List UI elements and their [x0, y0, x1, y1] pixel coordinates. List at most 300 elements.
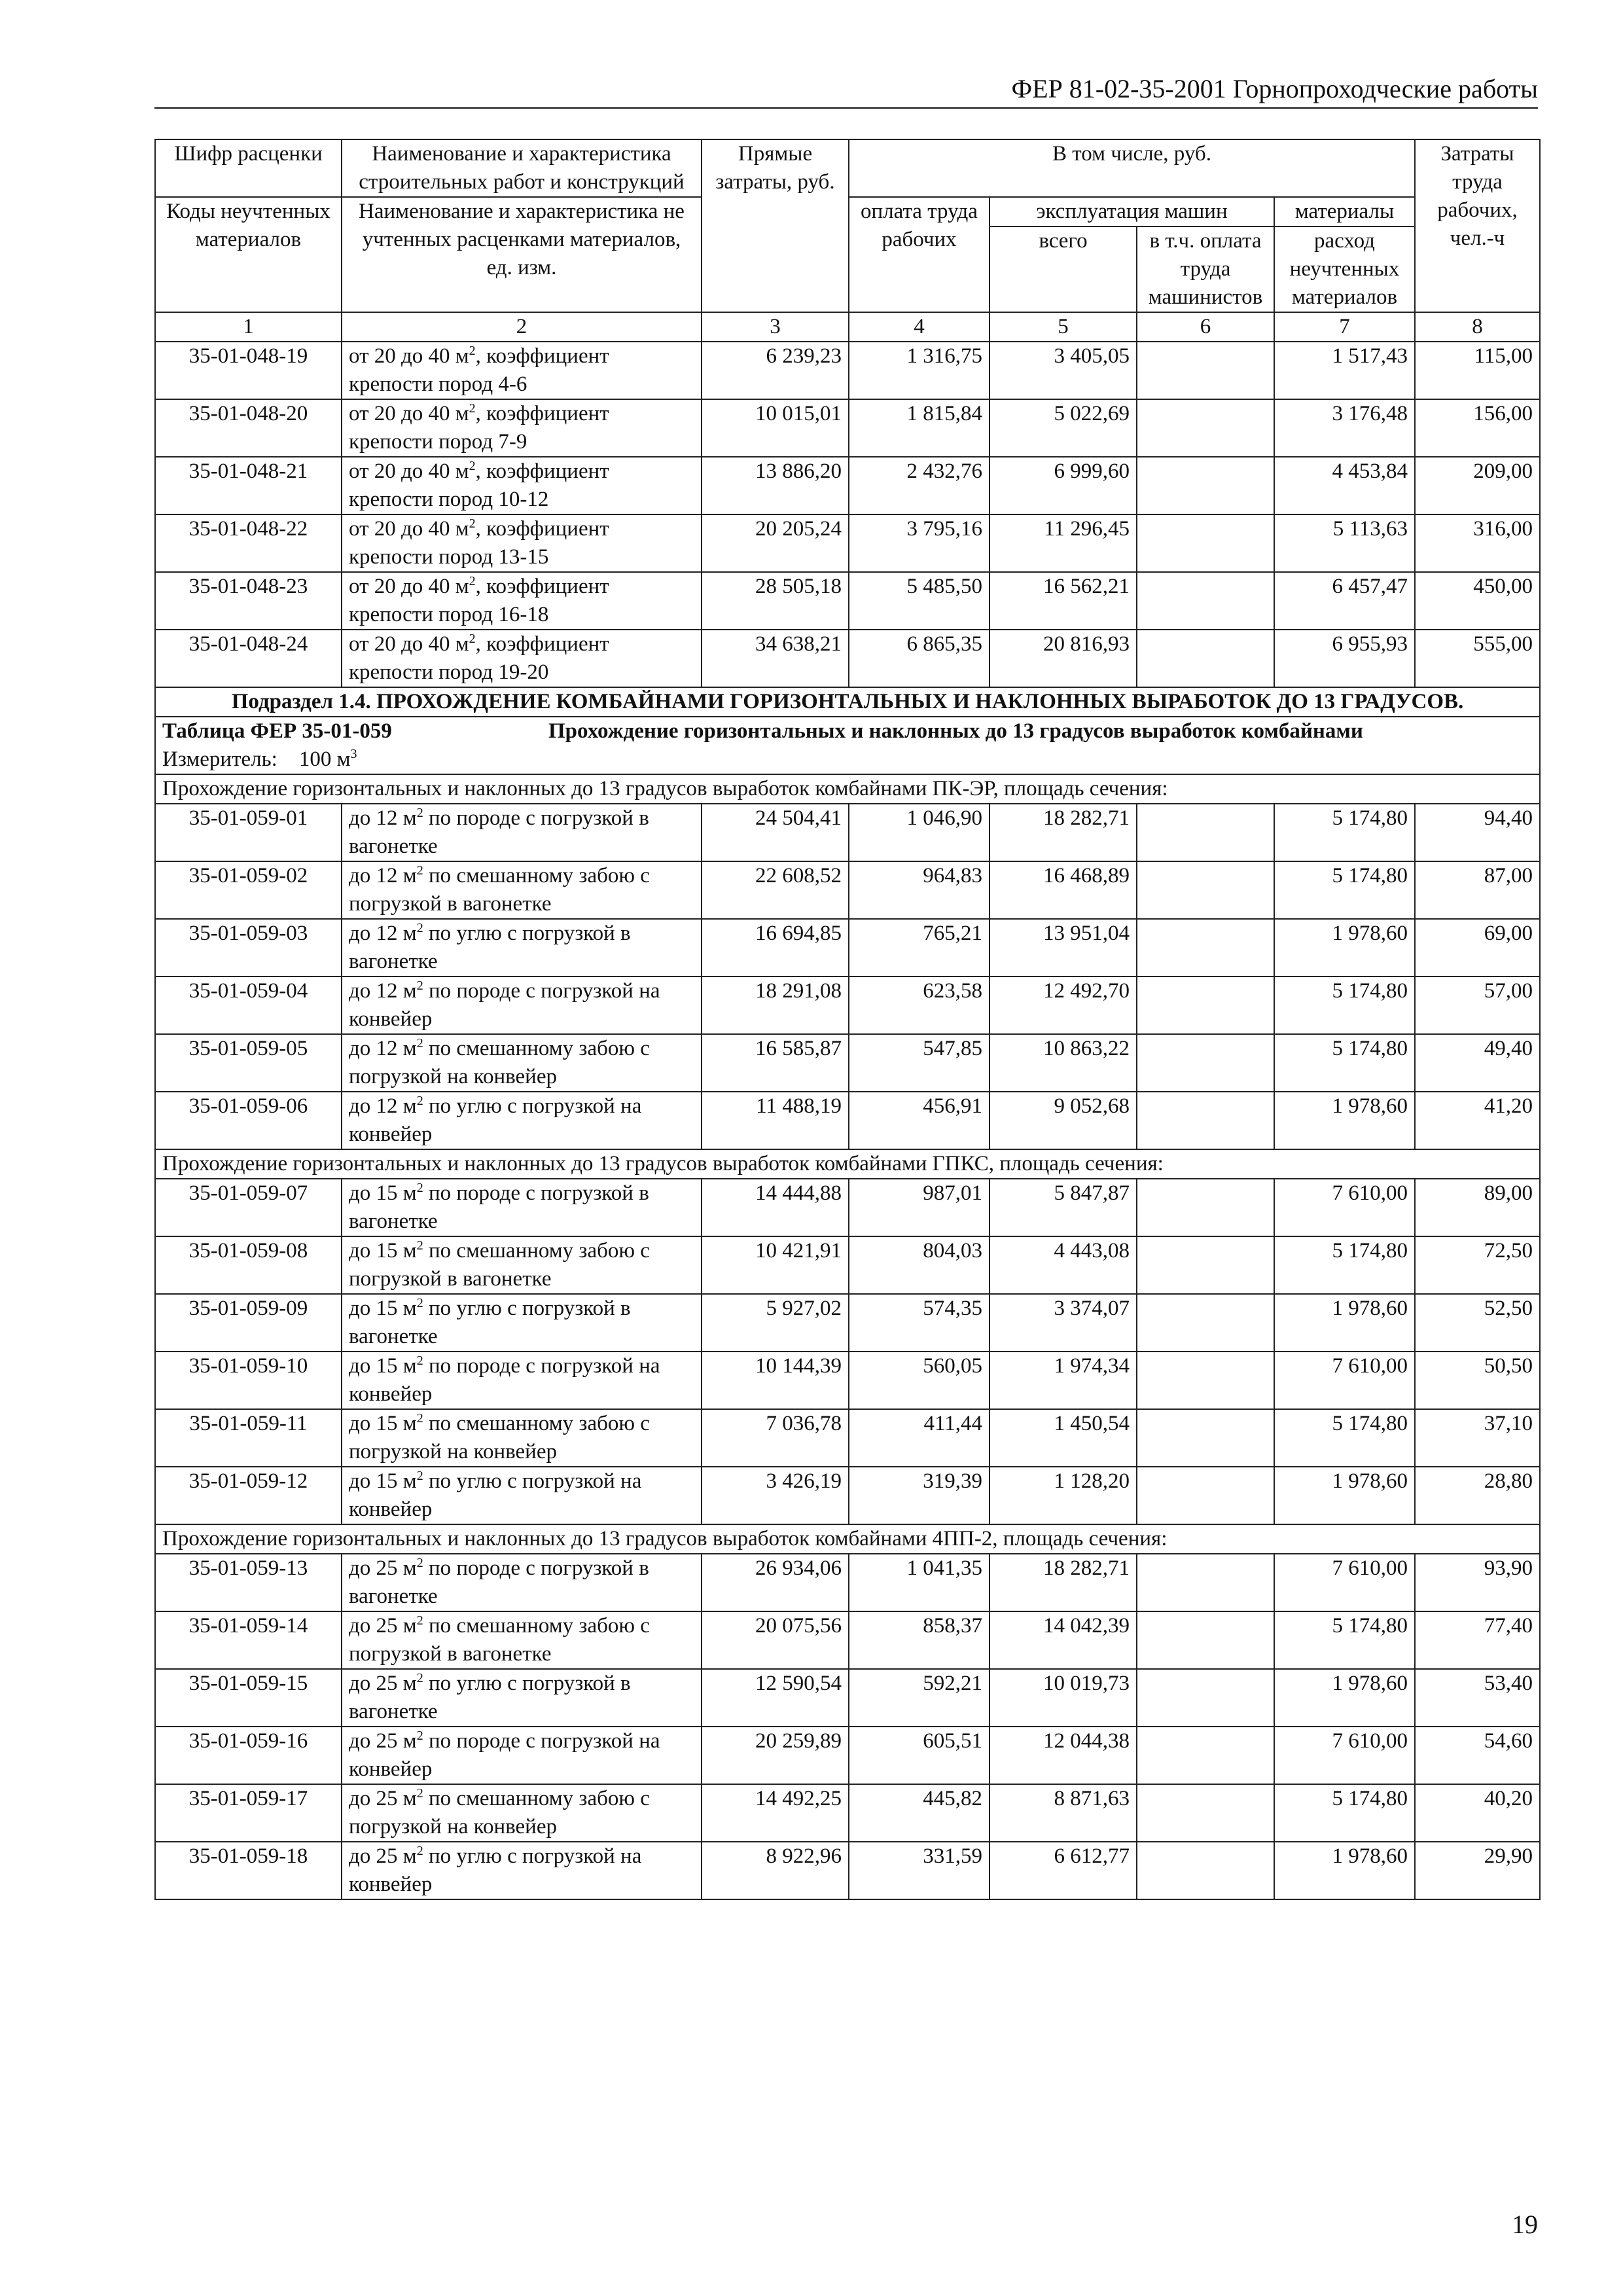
description-text: до 25 м [349, 1614, 417, 1638]
material-consumption: 1 978,60 [1274, 1669, 1415, 1727]
labor-hours: 41,20 [1415, 1092, 1540, 1149]
header-row [155, 139, 1540, 197]
direct-costs: 14 492,25 [702, 1784, 849, 1842]
rates-table [154, 139, 1541, 1900]
description-text: до 25 м [349, 1729, 417, 1753]
machine-total: 11 296,45 [990, 514, 1137, 572]
description-text: от 20 до 40 м [349, 575, 469, 598]
description-text: , коэффициент крепости пород 16-18 [349, 575, 609, 626]
description-text: по породе с погрузкой на конвейер [349, 979, 660, 1031]
labor-hours: 89,00 [1415, 1179, 1540, 1236]
unit-exponent: 2 [469, 574, 476, 588]
direct-costs: 3 426,19 [702, 1467, 849, 1524]
unit-exponent: 2 [416, 1469, 423, 1483]
work-description [342, 1294, 702, 1352]
machinist-pay [1137, 1611, 1274, 1669]
work-description [342, 1554, 702, 1611]
material-consumption: 5 174,80 [1274, 1034, 1415, 1092]
worker-pay: 1 815,84 [849, 399, 990, 457]
labor-hours: 450,00 [1415, 572, 1540, 630]
table-row [155, 342, 1540, 399]
group-row [155, 1149, 1540, 1179]
rate-code: 35-01-048-22 [155, 514, 342, 572]
material-consumption: 7 610,00 [1274, 1727, 1415, 1784]
labor-hours: 115,00 [1415, 342, 1540, 399]
labor-hours: 72,50 [1415, 1236, 1540, 1294]
th-machine-total: всего [990, 226, 1137, 312]
machinist-pay [1137, 1669, 1274, 1727]
direct-costs: 11 488,19 [702, 1092, 849, 1149]
description-text: , коэффициент крепости пород 13-15 [349, 517, 609, 569]
table-row [155, 1611, 1540, 1669]
unit-exponent: 2 [416, 1036, 423, 1050]
group-title: Прохождение горизонтальных и наклонных до 13 градусов выработок комбайнами ГПКС, площадь сечения: [155, 1149, 1540, 1179]
table-title-row [155, 717, 1540, 745]
material-consumption: 7 610,00 [1274, 1352, 1415, 1409]
machinist-pay [1137, 977, 1274, 1034]
machine-total: 5 022,69 [990, 399, 1137, 457]
material-consumption: 3 176,48 [1274, 399, 1415, 457]
worker-pay: 5 485,50 [849, 572, 990, 630]
material-consumption: 1 517,43 [1274, 342, 1415, 399]
worker-pay: 987,01 [849, 1179, 990, 1236]
th-worker-pay: оплата труда рабочих [849, 197, 990, 312]
direct-costs: 10 015,01 [702, 399, 849, 457]
description-text: от 20 до 40 м [349, 632, 469, 656]
table-row [155, 919, 1540, 977]
th-direct-costs: Прямые затраты, руб. [702, 139, 849, 312]
column-number: 7 [1274, 312, 1415, 342]
machinist-pay [1137, 457, 1274, 514]
worker-pay: 605,51 [849, 1727, 990, 1784]
worker-pay: 858,37 [849, 1611, 990, 1669]
labor-hours: 49,40 [1415, 1034, 1540, 1092]
worker-pay: 623,58 [849, 977, 990, 1034]
work-description [342, 630, 702, 687]
work-description [342, 399, 702, 457]
labor-hours: 40,20 [1415, 1784, 1540, 1842]
unit-exponent: 2 [469, 632, 476, 646]
description-text: по углю с погрузкой в вагонетке [349, 1297, 631, 1348]
material-consumption: 1 978,60 [1274, 1092, 1415, 1149]
unit-exponent: 2 [469, 344, 476, 358]
machine-total: 4 443,08 [990, 1236, 1137, 1294]
table-row [155, 630, 1540, 687]
column-number: 3 [702, 312, 849, 342]
machinist-pay [1137, 1409, 1274, 1467]
machine-total: 1 974,34 [990, 1352, 1137, 1409]
machine-total: 20 816,93 [990, 630, 1137, 687]
unit-exponent: 2 [416, 1181, 423, 1195]
unit-exponent: 2 [416, 1671, 423, 1685]
machine-total: 8 871,63 [990, 1784, 1137, 1842]
unit-exponent: 2 [469, 459, 476, 473]
material-consumption: 6 457,47 [1274, 572, 1415, 630]
description-text: до 25 м [349, 1556, 417, 1580]
unit-exponent: 2 [469, 516, 476, 531]
work-description [342, 1669, 702, 1727]
direct-costs: 6 239,23 [702, 342, 849, 399]
description-text: по смешанному забою с погрузкой на конвейер [349, 1787, 650, 1839]
labor-hours: 53,40 [1415, 1669, 1540, 1727]
direct-costs: 8 922,96 [702, 1842, 849, 1899]
rate-code: 35-01-059-16 [155, 1727, 342, 1784]
table-row [155, 1352, 1540, 1409]
machinist-pay [1137, 1034, 1274, 1092]
labor-hours: 54,60 [1415, 1727, 1540, 1784]
direct-costs: 24 504,41 [702, 804, 849, 861]
machine-total: 12 044,38 [990, 1727, 1137, 1784]
material-consumption: 5 174,80 [1274, 1409, 1415, 1467]
rate-code: 35-01-048-20 [155, 399, 342, 457]
worker-pay: 547,85 [849, 1034, 990, 1092]
machinist-pay [1137, 630, 1274, 687]
table-name: Прохождение горизонтальных и наклонных до 13 градусов выработок комбайнами [548, 719, 1363, 743]
work-description [342, 1842, 702, 1899]
measure-label: Измеритель: [162, 747, 277, 771]
description-text: от 20 до 40 м [349, 402, 469, 425]
machine-total: 18 282,71 [990, 804, 1137, 861]
unit-exponent: 2 [416, 1354, 423, 1368]
machinist-pay [1137, 1727, 1274, 1784]
machine-total: 6 612,77 [990, 1842, 1137, 1899]
labor-hours: 37,10 [1415, 1409, 1540, 1467]
description-text: по смешанному забою с погрузкой на конвейер [349, 1037, 650, 1088]
material-consumption: 5 174,80 [1274, 1611, 1415, 1669]
unit-exponent: 2 [416, 1786, 423, 1801]
header-divider [154, 107, 1538, 109]
labor-hours: 93,90 [1415, 1554, 1540, 1611]
description-text: по смешанному забою с погрузкой в вагонетке [349, 1239, 650, 1291]
worker-pay: 560,05 [849, 1352, 990, 1409]
table-row [155, 1467, 1540, 1524]
document-header-title: ФЕР 81-02-35-2001 Горнопроходческие работы [1011, 74, 1538, 103]
labor-hours: 77,40 [1415, 1611, 1540, 1669]
work-description [342, 1467, 702, 1524]
description-text: до 12 м [349, 806, 417, 830]
work-description [342, 919, 702, 977]
worker-pay: 6 865,35 [849, 630, 990, 687]
machine-total: 16 562,21 [990, 572, 1137, 630]
direct-costs: 14 444,88 [702, 1179, 849, 1236]
description-text: по углю с погрузкой на конвейер [349, 1469, 642, 1521]
th-labor-hours: Затраты труда рабочих, чел.-ч [1415, 139, 1540, 312]
direct-costs: 20 205,24 [702, 514, 849, 572]
work-description [342, 1611, 702, 1669]
th-machinist-pay: в т.ч. оплата труда машинистов [1137, 226, 1274, 312]
machinist-pay [1137, 804, 1274, 861]
material-consumption: 6 955,93 [1274, 630, 1415, 687]
worker-pay: 456,91 [849, 1092, 990, 1149]
th-machine-operation: эксплуатация машин [990, 197, 1274, 226]
machine-total: 9 052,68 [990, 1092, 1137, 1149]
worker-pay: 3 795,16 [849, 514, 990, 572]
rate-code: 35-01-059-11 [155, 1409, 342, 1467]
worker-pay: 1 041,35 [849, 1554, 990, 1611]
rate-code: 35-01-059-07 [155, 1179, 342, 1236]
table-row [155, 1409, 1540, 1467]
machinist-pay [1137, 1179, 1274, 1236]
description-text: до 15 м [349, 1297, 417, 1320]
table-row [155, 457, 1540, 514]
description-text: до 12 м [349, 1094, 417, 1118]
description-text: до 15 м [349, 1469, 417, 1493]
group-title: Прохождение горизонтальных и наклонных до 13 градусов выработок комбайнами 4ПП-2, площадь сечения: [155, 1524, 1540, 1554]
table-row [155, 1842, 1540, 1899]
machinist-pay [1137, 861, 1274, 919]
material-consumption: 5 113,63 [1274, 514, 1415, 572]
description-text: по углю с погрузкой в вагонетке [349, 1672, 631, 1723]
work-description [342, 1236, 702, 1294]
rate-code: 35-01-059-02 [155, 861, 342, 919]
machinist-pay [1137, 919, 1274, 977]
direct-costs: 28 505,18 [702, 572, 849, 630]
machinist-pay [1137, 1784, 1274, 1842]
labor-hours: 555,00 [1415, 630, 1540, 687]
description-text: от 20 до 40 м [349, 517, 469, 541]
direct-costs: 16 694,85 [702, 919, 849, 977]
description-text: до 15 м [349, 1412, 417, 1435]
description-text: до 25 м [349, 1844, 417, 1868]
description-text: до 25 м [349, 1672, 417, 1695]
unit-exponent: 2 [416, 1556, 423, 1570]
direct-costs: 26 934,06 [702, 1554, 849, 1611]
worker-pay: 319,39 [849, 1467, 990, 1524]
description-text: , коэффициент крепости пород 4-6 [349, 344, 609, 396]
th-including: В том числе, руб. [849, 139, 1415, 197]
work-description [342, 342, 702, 399]
rate-code: 35-01-059-18 [155, 1842, 342, 1899]
labor-hours: 29,90 [1415, 1842, 1540, 1899]
subsection-row [155, 687, 1540, 717]
table-row [155, 1092, 1540, 1149]
machinist-pay [1137, 1092, 1274, 1149]
direct-costs: 12 590,54 [702, 1669, 849, 1727]
description-text: по углю с погрузкой на конвейер [349, 1844, 642, 1896]
direct-costs: 10 144,39 [702, 1352, 849, 1409]
unit-exponent: 2 [416, 1094, 423, 1108]
direct-costs: 5 927,02 [702, 1294, 849, 1352]
material-consumption: 5 174,80 [1274, 977, 1415, 1034]
unit-exponent: 3 [350, 747, 357, 761]
column-number: 8 [1415, 312, 1540, 342]
description-text: от 20 до 40 м [349, 344, 469, 368]
description-text: , коэффициент крепости пород 19-20 [349, 632, 609, 684]
worker-pay: 2 432,76 [849, 457, 990, 514]
labor-hours: 87,00 [1415, 861, 1540, 919]
rate-code: 35-01-059-12 [155, 1467, 342, 1524]
material-consumption: 1 978,60 [1274, 1842, 1415, 1899]
rate-code: 35-01-059-09 [155, 1294, 342, 1352]
description-text: до 12 м [349, 864, 417, 888]
table-row [155, 1727, 1540, 1784]
unit-exponent: 2 [416, 1613, 423, 1628]
table-row [155, 1554, 1540, 1611]
rate-code: 35-01-059-15 [155, 1669, 342, 1727]
machine-total: 5 847,87 [990, 1179, 1137, 1236]
unit-exponent: 2 [416, 1729, 423, 1743]
unit-exponent: 2 [416, 978, 423, 993]
material-consumption: 1 978,60 [1274, 1467, 1415, 1524]
table-row [155, 399, 1540, 457]
worker-pay: 1 316,75 [849, 342, 990, 399]
description-text: по смешанному забою с погрузкой на конвейер [349, 1412, 650, 1463]
machine-total: 10 019,73 [990, 1669, 1137, 1727]
unit-exponent: 2 [416, 1296, 423, 1310]
machine-total: 3 374,07 [990, 1294, 1137, 1352]
work-description [342, 804, 702, 861]
rate-code: 35-01-059-14 [155, 1611, 342, 1669]
material-consumption: 7 610,00 [1274, 1179, 1415, 1236]
rate-code: 35-01-059-13 [155, 1554, 342, 1611]
rate-code: 35-01-059-06 [155, 1092, 342, 1149]
description-text: до 25 м [349, 1787, 417, 1810]
description-text: по углю с погрузкой в вагонетке [349, 922, 631, 973]
description-text: по породе с погрузкой на конвейер [349, 1354, 660, 1406]
work-description [342, 572, 702, 630]
rate-code: 35-01-059-05 [155, 1034, 342, 1092]
description-text: от 20 до 40 м [349, 459, 469, 483]
th-work-name: Наименование и характеристика строительных работ и конструкций [342, 139, 702, 197]
machine-total: 13 951,04 [990, 919, 1137, 977]
worker-pay: 331,59 [849, 1842, 990, 1899]
unit-exponent: 2 [416, 921, 423, 935]
material-consumption: 5 174,80 [1274, 804, 1415, 861]
direct-costs: 34 638,21 [702, 630, 849, 687]
direct-costs: 20 259,89 [702, 1727, 849, 1784]
labor-hours: 69,00 [1415, 919, 1540, 977]
labor-hours: 156,00 [1415, 399, 1540, 457]
th-material-codes: Коды неучтенных материалов [155, 197, 342, 312]
worker-pay: 445,82 [849, 1784, 990, 1842]
th-material-name: Наименование и характеристика не учтенных расценками материалов, ед. изм. [342, 197, 702, 312]
labor-hours: 52,50 [1415, 1294, 1540, 1352]
group-row [155, 774, 1540, 804]
machinist-pay [1137, 572, 1274, 630]
unit-exponent: 2 [469, 401, 476, 416]
description-text: по смешанному забою с погрузкой в вагонетке [349, 864, 650, 916]
machinist-pay [1137, 399, 1274, 457]
unit-exponent: 2 [416, 1238, 423, 1253]
direct-costs: 16 585,87 [702, 1034, 849, 1092]
group-row [155, 1524, 1540, 1554]
machine-total: 12 492,70 [990, 977, 1137, 1034]
labor-hours: 209,00 [1415, 457, 1540, 514]
machine-total: 1 450,54 [990, 1409, 1137, 1467]
work-description [342, 1784, 702, 1842]
table-row [155, 977, 1540, 1034]
worker-pay: 411,44 [849, 1409, 990, 1467]
machine-total: 14 042,39 [990, 1611, 1137, 1669]
labor-hours: 57,00 [1415, 977, 1540, 1034]
th-materials: материалы [1274, 197, 1415, 226]
description-text: , коэффициент крепости пород 10-12 [349, 459, 609, 511]
material-consumption: 4 453,84 [1274, 457, 1415, 514]
rate-code: 35-01-059-03 [155, 919, 342, 977]
machine-total: 18 282,71 [990, 1554, 1137, 1611]
direct-costs: 20 075,56 [702, 1611, 849, 1669]
machine-total: 6 999,60 [990, 457, 1137, 514]
description-text: до 12 м [349, 979, 417, 1003]
direct-costs: 7 036,78 [702, 1409, 849, 1467]
rate-code: 35-01-059-17 [155, 1784, 342, 1842]
machinist-pay [1137, 1554, 1274, 1611]
work-description [342, 1727, 702, 1784]
labor-hours: 94,40 [1415, 804, 1540, 861]
measure-row [155, 745, 1540, 774]
material-consumption: 1 978,60 [1274, 1294, 1415, 1352]
description-text: до 12 м [349, 1037, 417, 1060]
table-row [155, 1784, 1540, 1842]
unit-exponent: 2 [416, 1844, 423, 1858]
work-description [342, 977, 702, 1034]
worker-pay: 765,21 [849, 919, 990, 977]
machine-total: 10 863,22 [990, 1034, 1137, 1092]
worker-pay: 804,03 [849, 1236, 990, 1294]
th-rate-code: Шифр расценки [155, 139, 342, 197]
page-number: 19 [1512, 2210, 1538, 2239]
worker-pay: 592,21 [849, 1669, 990, 1727]
description-text: по углю с погрузкой на конвейер [349, 1094, 642, 1146]
table-row [155, 1034, 1540, 1092]
column-number: 2 [342, 312, 702, 342]
column-number: 4 [849, 312, 990, 342]
column-number: 1 [155, 312, 342, 342]
table-row [155, 1236, 1540, 1294]
machinist-pay [1137, 1294, 1274, 1352]
direct-costs: 18 291,08 [702, 977, 849, 1034]
work-description [342, 1179, 702, 1236]
machinist-pay [1137, 514, 1274, 572]
rate-code: 35-01-048-21 [155, 457, 342, 514]
description-text: по породе с погрузкой в вагонетке [349, 806, 649, 858]
table-code: Таблица ФЕР 35-01-059 [162, 719, 392, 743]
description-text: по породе с погрузкой в вагонетке [349, 1181, 649, 1233]
material-consumption: 5 174,80 [1274, 861, 1415, 919]
worker-pay: 964,83 [849, 861, 990, 919]
measure-value: 100 м [298, 747, 351, 771]
description-text: до 15 м [349, 1181, 417, 1205]
table-row [155, 804, 1540, 861]
material-consumption: 5 174,80 [1274, 1236, 1415, 1294]
description-text: по смешанному забою с погрузкой в вагонетке [349, 1614, 650, 1666]
labor-hours: 50,50 [1415, 1352, 1540, 1409]
machine-total: 16 468,89 [990, 861, 1137, 919]
description-text: до 15 м [349, 1354, 417, 1378]
machinist-pay [1137, 1842, 1274, 1899]
work-description [342, 1092, 702, 1149]
description-text: до 15 м [349, 1239, 417, 1263]
machinist-pay [1137, 1236, 1274, 1294]
material-consumption: 1 978,60 [1274, 919, 1415, 977]
table-row [155, 572, 1540, 630]
work-description [342, 1352, 702, 1409]
rate-code: 35-01-048-23 [155, 572, 342, 630]
table-row [155, 514, 1540, 572]
rate-code: 35-01-059-10 [155, 1352, 342, 1409]
table-row [155, 1669, 1540, 1727]
labor-hours: 316,00 [1415, 514, 1540, 572]
work-description [342, 861, 702, 919]
table-row [155, 861, 1540, 919]
work-description [342, 514, 702, 572]
work-description [342, 457, 702, 514]
machinist-pay [1137, 1467, 1274, 1524]
material-consumption: 7 610,00 [1274, 1554, 1415, 1611]
group-title: Прохождение горизонтальных и наклонных до 13 градусов выработок комбайнами ПК-ЭР, площадь сечения: [155, 774, 1540, 804]
direct-costs: 22 608,52 [702, 861, 849, 919]
work-description [342, 1034, 702, 1092]
